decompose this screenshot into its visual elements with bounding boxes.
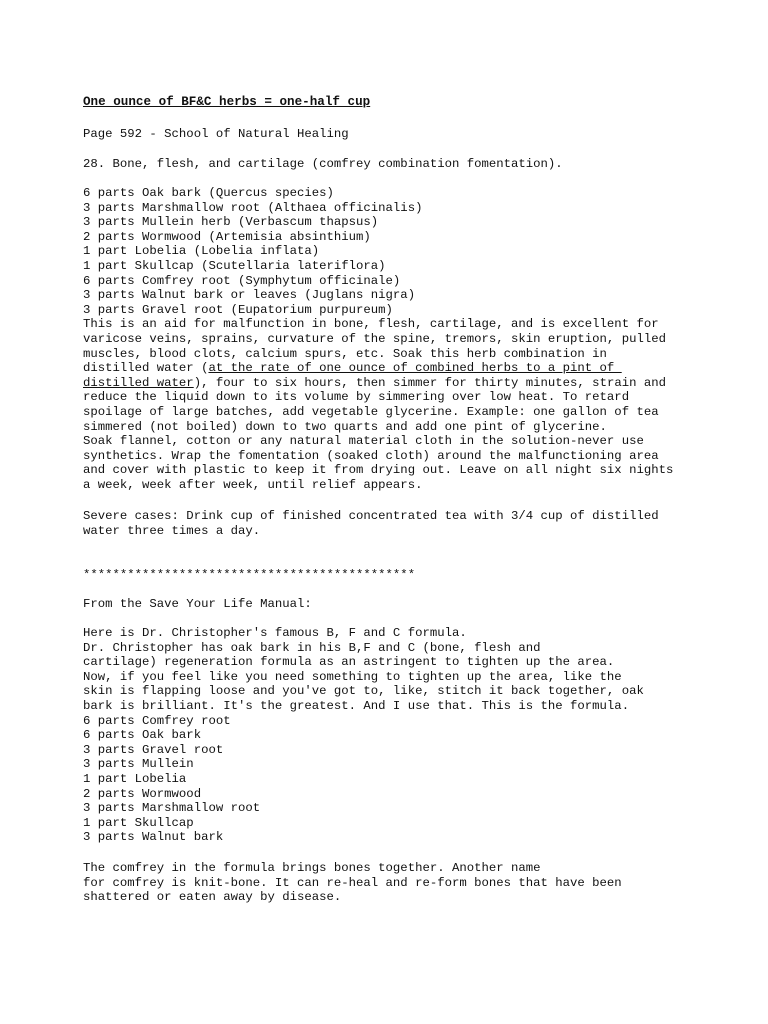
severe-cases-line: Severe cases: Drink cup of finished concentrated tea with 3/4 cup of distilled — [83, 509, 659, 523]
herb-list-item: 1 part Skullcap (Scutellaria lateriflora) — [83, 259, 386, 273]
instructions-text: ), four to six hours, then simmer for thirty minutes, strain and — [193, 375, 666, 390]
formula-list-item: 3 parts Marshmallow root — [83, 801, 261, 816]
quote-line: bark is brilliant. It's the greatest. And I use that. This is the formula. — [83, 699, 630, 713]
separator-line: ********************************************* — [83, 568, 416, 582]
closing-line: The comfrey in the formula brings bones together. Another name — [83, 861, 541, 875]
manual-source: From the Save Your Life Manual: — [83, 597, 312, 611]
instructions-line: a week, week after week, until relief appears. — [83, 478, 423, 492]
instructions-text: distilled water ( — [83, 361, 209, 376]
severe-cases-line: water three times a day. — [83, 523, 261, 538]
underlined-rate-text: at the rate of one ounce of combined herbs to a pint of — [208, 361, 622, 376]
formula-list-item: 3 parts Walnut bark — [83, 830, 224, 845]
instructions-line: muscles, blood clots, calcium spurs, etc. Soak this herb combination in — [83, 346, 607, 361]
quote-line: Dr. Christopher has oak bark in his B,F and C (bone, flesh and — [83, 640, 541, 655]
herb-list-item: 6 parts Comfrey root (Symphytum officinale) — [83, 273, 401, 288]
herb-list-item: 3 parts Gravel root (Eupatorium purpureum) — [83, 302, 393, 317]
herb-list-item: 6 parts Oak bark (Quercus species) — [83, 186, 334, 200]
formula-list-item: 3 parts Mullein — [83, 757, 194, 772]
document-title: One ounce of BF&C herbs = one-half cup — [83, 95, 371, 109]
quote-line: Here is Dr. Christopher's famous B, F and C formula. — [83, 626, 467, 640]
instructions-line: varicose veins, sprains, curvature of the spine, tremors, skin eruption, pulled — [83, 332, 666, 346]
instructions-line: simmered (not boiled) down to two quarts and add one pint of glycerine. — [83, 419, 607, 434]
quote-line: Now, if you feel like you need something to tighten up the area, like the — [83, 669, 622, 684]
formula-list-item: 3 parts Gravel root — [83, 742, 224, 757]
herb-list-item: 1 part Lobelia (Lobelia inflata) — [83, 244, 320, 259]
herb-list-item: 3 parts Marshmallow root (Althaea officinalis) — [83, 200, 423, 215]
instructions-line: Soak flannel, cotton or any natural material cloth in the solution-never use — [83, 434, 644, 449]
herb-list-item: 3 parts Walnut bark or leaves (Juglans nigra) — [83, 288, 416, 303]
instructions-line — [83, 376, 666, 391]
underlined-rate-text: distilled water — [83, 375, 194, 390]
formula-list-item: 6 parts Oak bark — [83, 728, 202, 743]
closing-line: for comfrey is knit-bone. It can re-heal and re-form bones that have been — [83, 875, 622, 890]
section-heading: 28. Bone, flesh, and cartilage (comfrey combination fomentation). — [83, 157, 563, 171]
source-line: Page 592 - School of Natural Healing — [83, 127, 349, 141]
formula-list-item: 6 parts Comfrey root — [83, 713, 231, 728]
quote-line: cartilage) regeneration formula as an astringent to tighten up the area. — [83, 655, 615, 670]
instructions-line: synthetics. Wrap the fomentation (soaked cloth) around the malfunctioning area — [83, 448, 659, 463]
closing-line: shattered or eaten away by disease. — [83, 890, 342, 905]
formula-list-item: 1 part Lobelia — [83, 772, 187, 786]
instructions-line — [83, 361, 622, 376]
herb-list-item: 2 parts Wormwood (Artemisia absinthium) — [83, 229, 371, 244]
instructions-line: This is an aid for malfunction in bone, flesh, cartilage, and is excellent for — [83, 317, 659, 332]
quote-line: skin is flapping loose and you've got to, like, stitch it back together, oak — [83, 684, 644, 699]
herb-list-item: 3 parts Mullein herb (Verbascum thapsus) — [83, 215, 379, 230]
formula-list-item: 2 parts Wormwood — [83, 786, 202, 801]
formula-list-item: 1 part Skullcap — [83, 815, 194, 830]
instructions-line: and cover with plastic to keep it from drying out. Leave on all night six nights — [83, 463, 674, 478]
instructions-line: spoilage of large batches, add vegetable glycerine. Example: one gallon of tea — [83, 405, 659, 419]
instructions-line: reduce the liquid down to its volume by simmering over low heat. To retard — [83, 390, 630, 405]
